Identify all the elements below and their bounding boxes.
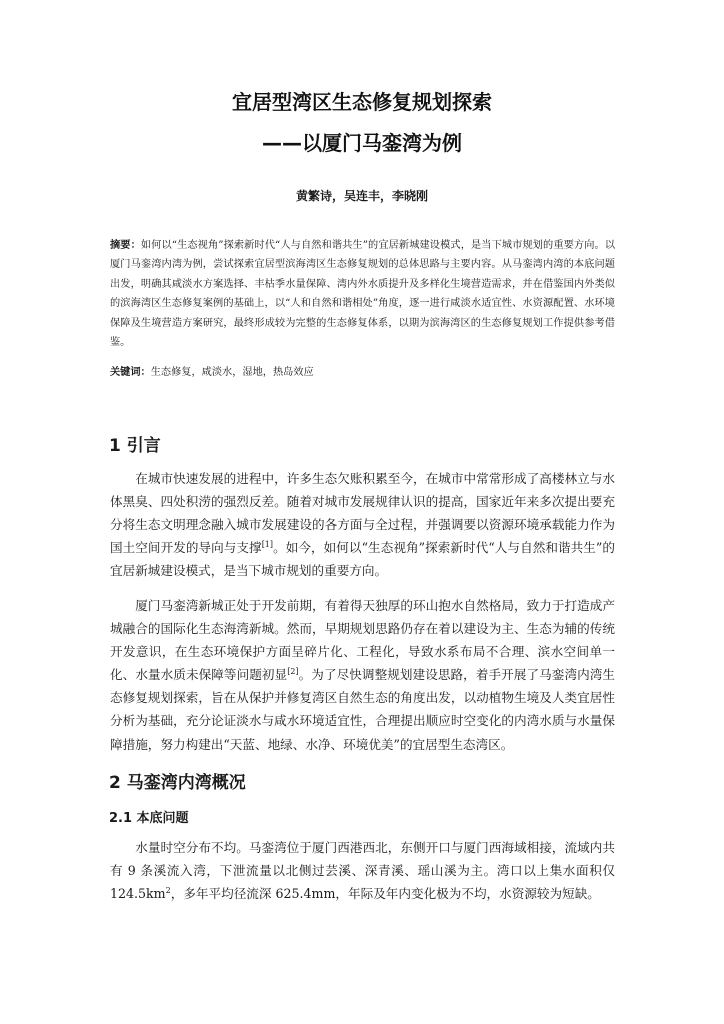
abstract [110, 236, 615, 352]
section-1-paragraph-2 [110, 594, 615, 756]
citation-ref: [1] [261, 540, 274, 550]
paragraph-text: 厦门马銮湾新城正处于开发前期，有着得天独厚的环山抱水自然格局，致力于打造成产城融合的国际化生态海湾新城。然而，早期规划思路仍存在着以建设为主、生态为辅的传统开发意识，在生态环境保护方面呈碎片化、工程化，导致水系布局不合理、滨水空间单一化、水量水质未保障等问题初显 [110, 598, 615, 683]
abstract-text: 如何以“生态视角”探索新时代“人与自然和谐共生”的宜居新城建设模式，是当下城市规划的重要方向。以厦门马銮湾内湾为例，尝试探索宜居型滨海湾区生态修复规划的总体思路与主要内容。从马銮湾内湾的本底问题出发，明确其咸淡水方案选择、丰枯季水量保障、湾内外水质提升及多样化生境营造需求，并在借鉴国内外类似的滨海湾区生态修复案例的基础上，以“人和自然和谐相处”角度，逐一进行咸淡水适宜性、水资源配置、水环境保障及生境营造方案研究，最终形成较为完整的生态修复体系，以期为滨海湾区的生态修复规划工作提供参考借鉴。 [110, 240, 616, 349]
paper-subtitle: ——以厦门马銮湾为例 [262, 131, 462, 155]
section-2-heading: 2 马銮湾内湾概况 [109, 773, 246, 793]
citation-ref: [2] [287, 667, 299, 677]
abstract-label: 摘要： [110, 239, 141, 251]
paragraph-text: 。为了尽快调整规划建设思路，着手开展了马銮湾内湾生态修复规划探索，旨在从保护并修复湾区自然生态的角度出发，以动植物生境及人类宜居性分析为基础，充分论证淡水与咸水环境适宜性，合理提出顺应时空变化的内湾水质与水量保障措施，努力构建出“天蓝、地绿、水净、环境优美”的宜居型生态湾区。 [110, 667, 616, 752]
keywords-text: 生态修复，咸淡水，湿地，热岛效应 [150, 367, 314, 378]
section-1-paragraph-1 [110, 467, 615, 582]
section-1-heading: 1 引言 [109, 436, 161, 456]
paragraph-text: 在城市快速发展的进程中，许多生态欠账积累至今，在城市中常常形成了高楼林立与水体黑臭、四处积涝的强烈反差。随着对城市发展规律认识的提高，国家近年来多次提出要充分将生态文明理念融入城市发展建设的各方面与全过程，并强调要以资源环境承载能力作为国土空间开发的导向与支撑 [110, 471, 615, 556]
paper-title: 宜居型湾区生态修复规划探索 [232, 90, 492, 114]
paragraph-text: 水量时空分布不均。马銮湾位于厦门西港西北，东侧开口与厦门西海域相接，流域内共有 9 条溪流入湾，下泄流量以北侧过芸溪、深青溪、瑶山溪为主。湾口以上集水面积仅 124.5km [110, 840, 615, 902]
keywords-label: 关键词： [110, 366, 151, 378]
keywords [110, 363, 615, 382]
section-2-1-paragraph-1 [110, 836, 615, 905]
section-2-1-heading: 2.1 本底问题 [109, 811, 189, 826]
paragraph-text: ，多年平均径流深 625.4mm，年际及年内变化极为不均，水资源较为短缺。 [170, 886, 600, 902]
paragraph-text: 。如今，如何以“生态视角”探索新时代“人与自然和谐共生”的宜居新城建设模式，是当下城市规划的重要方向。 [110, 540, 615, 579]
superscript: 2 [165, 886, 171, 895]
author-list: 黄繁诗，吴连丰，李晓刚 [295, 189, 428, 203]
